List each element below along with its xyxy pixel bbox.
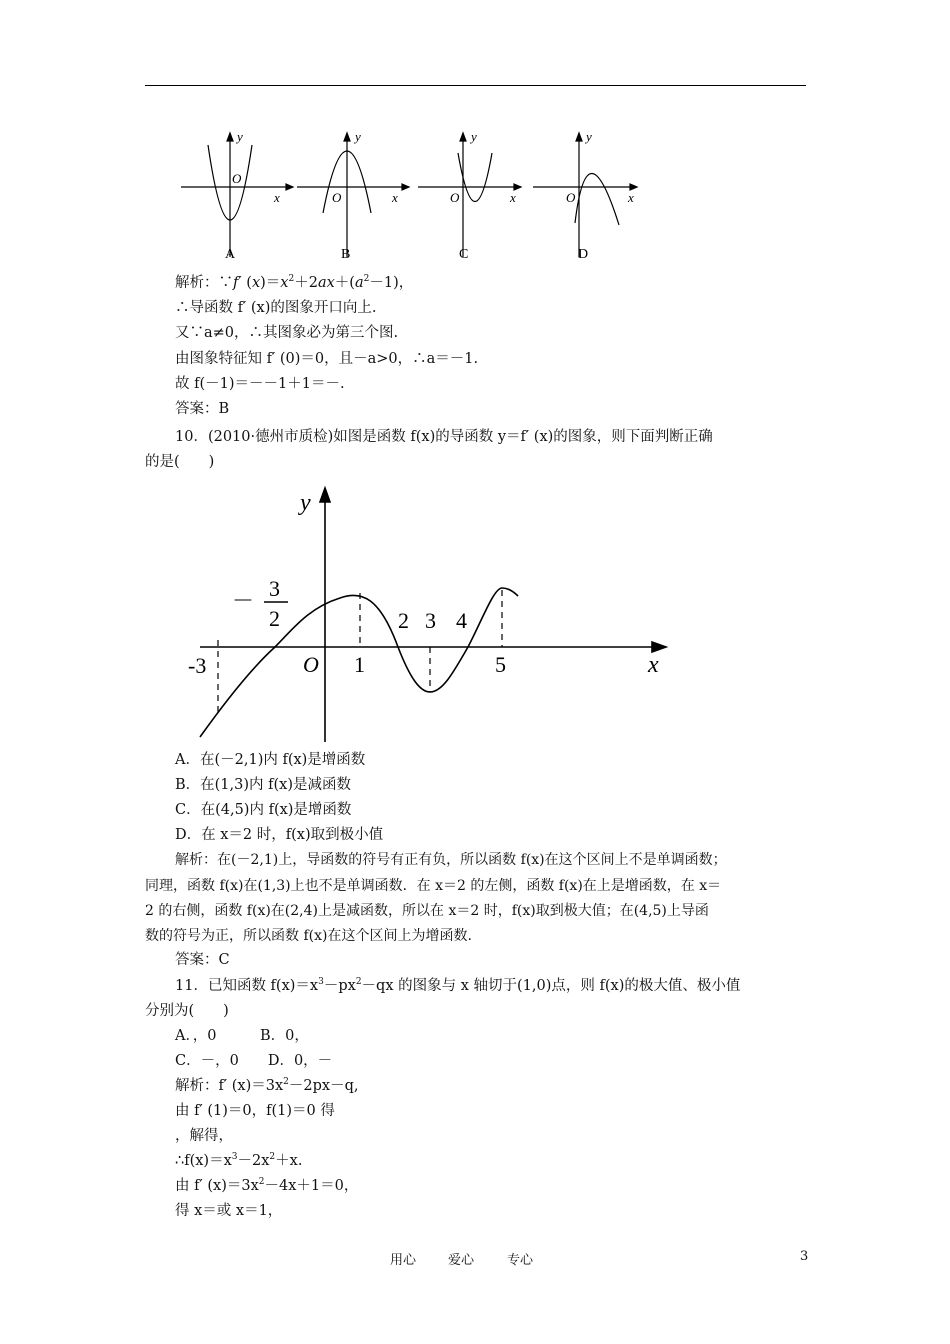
q10-stem-line1: 10．(2010·德州市质检)如图是函数 f(x)的导函数 y＝f′ (x)的图象，则下面判断正确 xyxy=(175,429,713,445)
q11-options-cd: C．－，0 D．0，－ xyxy=(175,1053,333,1069)
q11-analysis-line5: 由 f′ $(x)=3x^2-4x+1=0$， xyxy=(175,1177,359,1194)
tick-4: 4 xyxy=(456,608,467,633)
tick-5: 5 xyxy=(495,652,506,677)
graph-d-y: y xyxy=(586,129,592,144)
q10-option-d: D．在 x＝2 时，f(x)取到极小值 xyxy=(175,827,384,843)
q9-analysis-line1: 解析：∵f′ $(x)=x^2+2ax+(a^2-1)$， xyxy=(175,274,414,291)
graph-x-label: x xyxy=(648,652,659,678)
graph-b-x: x xyxy=(392,190,398,205)
graph-d-origin: O xyxy=(566,190,576,205)
parabola-options-figure xyxy=(175,125,655,265)
q11-stem-line2: 分别为( ) xyxy=(145,1003,229,1019)
graph-a-y: y xyxy=(237,129,243,144)
q9-analysis-line5: 故 f(－1)＝－－1＋1＝－. xyxy=(175,376,345,392)
header-rule xyxy=(145,85,806,86)
footer-text-1: 用心 xyxy=(390,1253,417,1268)
q10-analysis-line3: 2 的右侧，函数 f(x)在(2,4)上是减函数，所以在 x＝2 时，f(x)取到极大值；在(4,5)上导函 xyxy=(145,903,709,919)
graph-d xyxy=(533,133,637,257)
graph-b-label: B xyxy=(341,247,351,262)
q11-stem-line1: 11．已知函数 $f(x)=x^3-px^2-qx$ 的图象与 x 轴切于(1,0)点，则 f(x)的极大值、极小值 xyxy=(175,977,741,994)
page-number: 3 xyxy=(800,1249,809,1264)
q10-analysis-line2: 同理，函数 f(x)在(1,3)上也不是单调函数．在 x＝2 的左侧，函数 f(x)在上是增函数，在 x＝ xyxy=(145,878,722,894)
q11-analysis-line4: $\therefore f(x)=x^3-2x^2+x$. xyxy=(175,1152,303,1169)
graph-a-label: A xyxy=(225,247,236,262)
q10-answer: 答案：C xyxy=(175,952,230,968)
q11-options-ab: A．，0 B．0， xyxy=(175,1028,309,1044)
footer-text-3: 专心 xyxy=(507,1253,534,1268)
q11-analysis-line2: 由 f′ (1)＝0，f(1)＝0 得 xyxy=(175,1103,335,1119)
graph-c-label: C xyxy=(459,247,469,262)
q11-analysis-line6: 得 x＝或 x＝1， xyxy=(175,1203,283,1219)
graph-b-y: y xyxy=(355,129,361,144)
q9-analysis-line4: 由图象特征知 f′ (0)＝0，且－a>0，∴a＝－1. xyxy=(175,351,479,367)
graph-c xyxy=(418,133,521,257)
q10-option-a: A．在(－2,1)内 f(x)是增函数 xyxy=(175,752,366,768)
tick-2: 2 xyxy=(398,608,409,633)
graph-b-origin: O xyxy=(332,190,342,205)
tick-3: 3 xyxy=(425,608,436,633)
q11-analysis-line3: ，解得， xyxy=(175,1128,233,1144)
graph-a-x: x xyxy=(274,190,280,205)
graph-c-origin: O xyxy=(450,190,460,205)
q10-option-c: C．在(4,5)内 f(x)是增函数 xyxy=(175,802,352,818)
graph-c-y: y xyxy=(471,129,477,144)
frac-num: 3 xyxy=(269,576,280,601)
graph-c-x: x xyxy=(510,190,516,205)
q9-analysis-line3: 又∵a≠0，∴其图象必为第三个图. xyxy=(175,325,399,341)
q9-answer: 答案：B xyxy=(175,401,230,417)
q11-analysis-line1: 解析：f′ $(x)=3x^2-2px-q$, xyxy=(175,1077,359,1094)
graph-a-origin: O xyxy=(232,171,242,186)
q10-analysis-line4: 数的符号为正，所以函数 f(x)在这个区间上为增函数. xyxy=(145,928,472,944)
graph-y-label: y xyxy=(300,490,311,516)
q10-analysis-line1: 解析：在(－2,1)上，导函数的符号有正有负，所以函数 f(x)在这个区间上不是单调函数； xyxy=(175,852,727,868)
q10-stem-line2: 的是( ) xyxy=(145,454,215,470)
frac-den: 2 xyxy=(269,606,280,631)
graph-d-x: x xyxy=(628,190,634,205)
q10-option-b: B．在(1,3)内 f(x)是减函数 xyxy=(175,777,351,793)
graph-origin: O xyxy=(303,652,319,677)
tick-1: 1 xyxy=(354,652,365,677)
tick-neg3: -3 xyxy=(188,653,207,678)
derivative-graph xyxy=(180,480,680,745)
graph-d-label: D xyxy=(578,247,589,262)
footer-text-2: 爱心 xyxy=(448,1253,475,1268)
frac-sign: － xyxy=(232,588,255,613)
q9-analysis-line2: ∴导函数 f′ (x)的图象开口向上. xyxy=(175,300,377,316)
